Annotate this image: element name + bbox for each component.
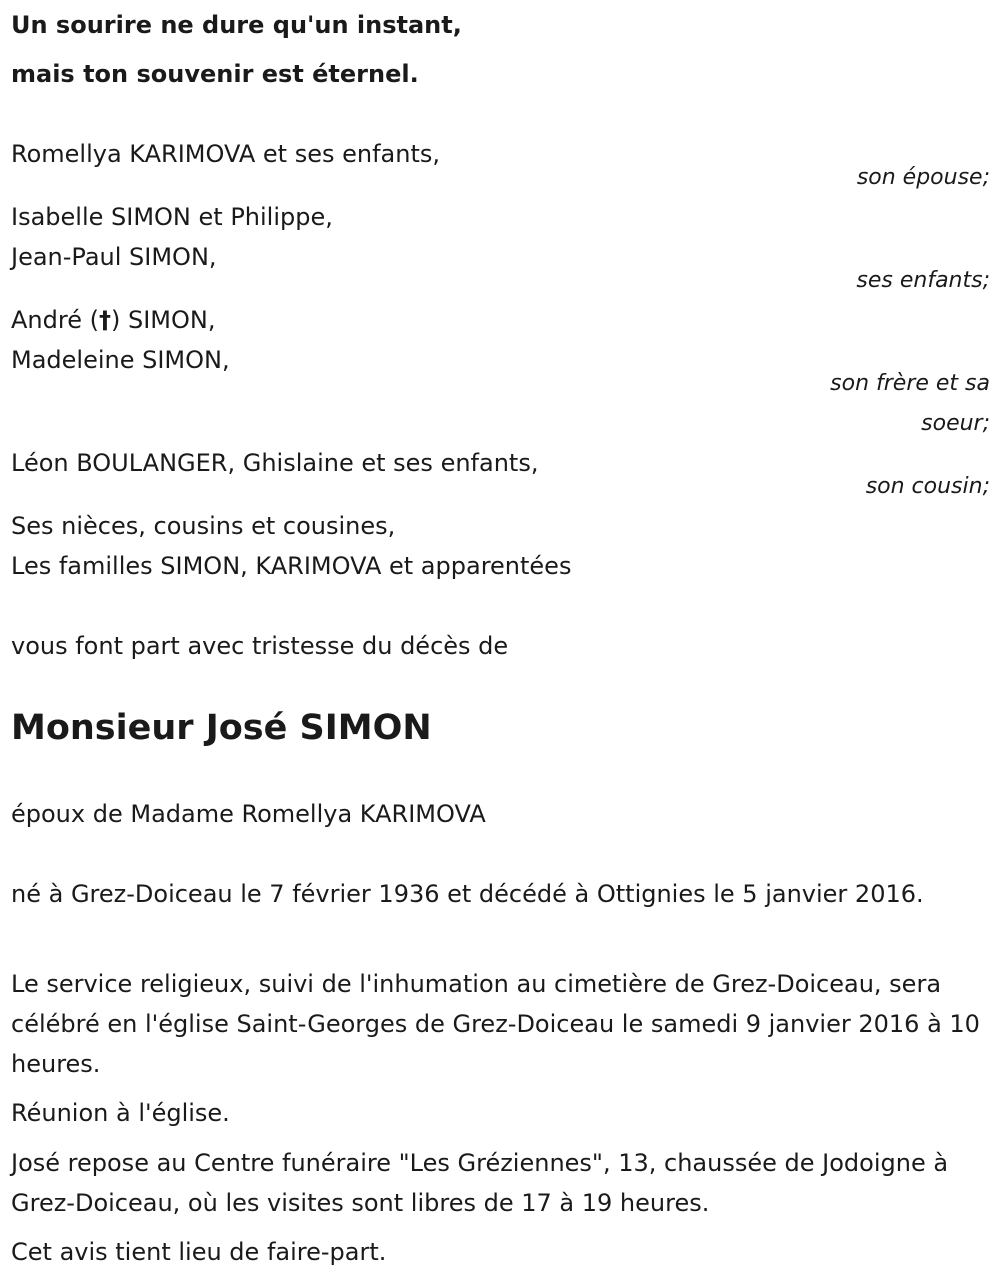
visitation-text: José repose au Centre funéraire "Les Gréziennes", 13, chaussée de Jodoigne à Grez-Doiceau, où les visites sont libres de 17 à 19 heures. bbox=[11, 1149, 949, 1217]
cousin-line: Léon BOULANGER, Ghislaine et ses enfants, bbox=[11, 449, 539, 477]
extended-family-line-2: Les familles SIMON, KARIMOVA et apparentées bbox=[11, 552, 572, 580]
closing-text: Cet avis tient lieu de faire-part. bbox=[11, 1238, 387, 1266]
sibling-line-2: Madeleine SIMON, bbox=[11, 346, 230, 374]
reunion-text: Réunion à l'église. bbox=[11, 1099, 230, 1127]
sibling-first-name: André ( bbox=[11, 306, 99, 334]
announcement-text: vous font part avec tristesse du décès de bbox=[11, 632, 509, 660]
spouse-line: Romellya KARIMOVA et ses enfants, bbox=[11, 140, 440, 168]
spouse-of-text: époux de Madame Romellya KARIMOVA bbox=[11, 800, 486, 828]
children-relation: ses enfants; bbox=[856, 268, 990, 293]
birth-death-text: né à Grez-Doiceau le 7 février 1936 et décédé à Ottignies le 5 janvier 2016. bbox=[11, 880, 924, 908]
sibling-last-name: ) SIMON, bbox=[110, 306, 216, 334]
sibling-line-1 bbox=[11, 305, 215, 335]
child-line-1: Isabelle SIMON et Philippe, bbox=[11, 203, 333, 231]
cousin-relation: son cousin; bbox=[865, 474, 990, 499]
spouse-relation: son épouse; bbox=[856, 165, 990, 190]
deceased-cross-icon: † bbox=[98, 306, 111, 334]
deceased-name: Monsieur José SIMON bbox=[11, 708, 432, 748]
extended-family-line-1: Ses nièces, cousins et cousines, bbox=[11, 512, 396, 540]
quote-line-2: mais ton souvenir est éternel. bbox=[11, 60, 419, 88]
siblings-relation: son frère et sa soeur; bbox=[830, 371, 990, 436]
quote-line-1: Un sourire ne dure qu'un instant, bbox=[11, 11, 462, 39]
service-text: Le service religieux, suivi de l'inhumation au cimetière de Grez-Doiceau, sera célébré en l'église Saint-Georges de Grez-Doiceau le samedi 9 janvier 2016 à 10 heures. bbox=[11, 970, 980, 1078]
child-line-2: Jean-Paul SIMON, bbox=[11, 243, 217, 271]
